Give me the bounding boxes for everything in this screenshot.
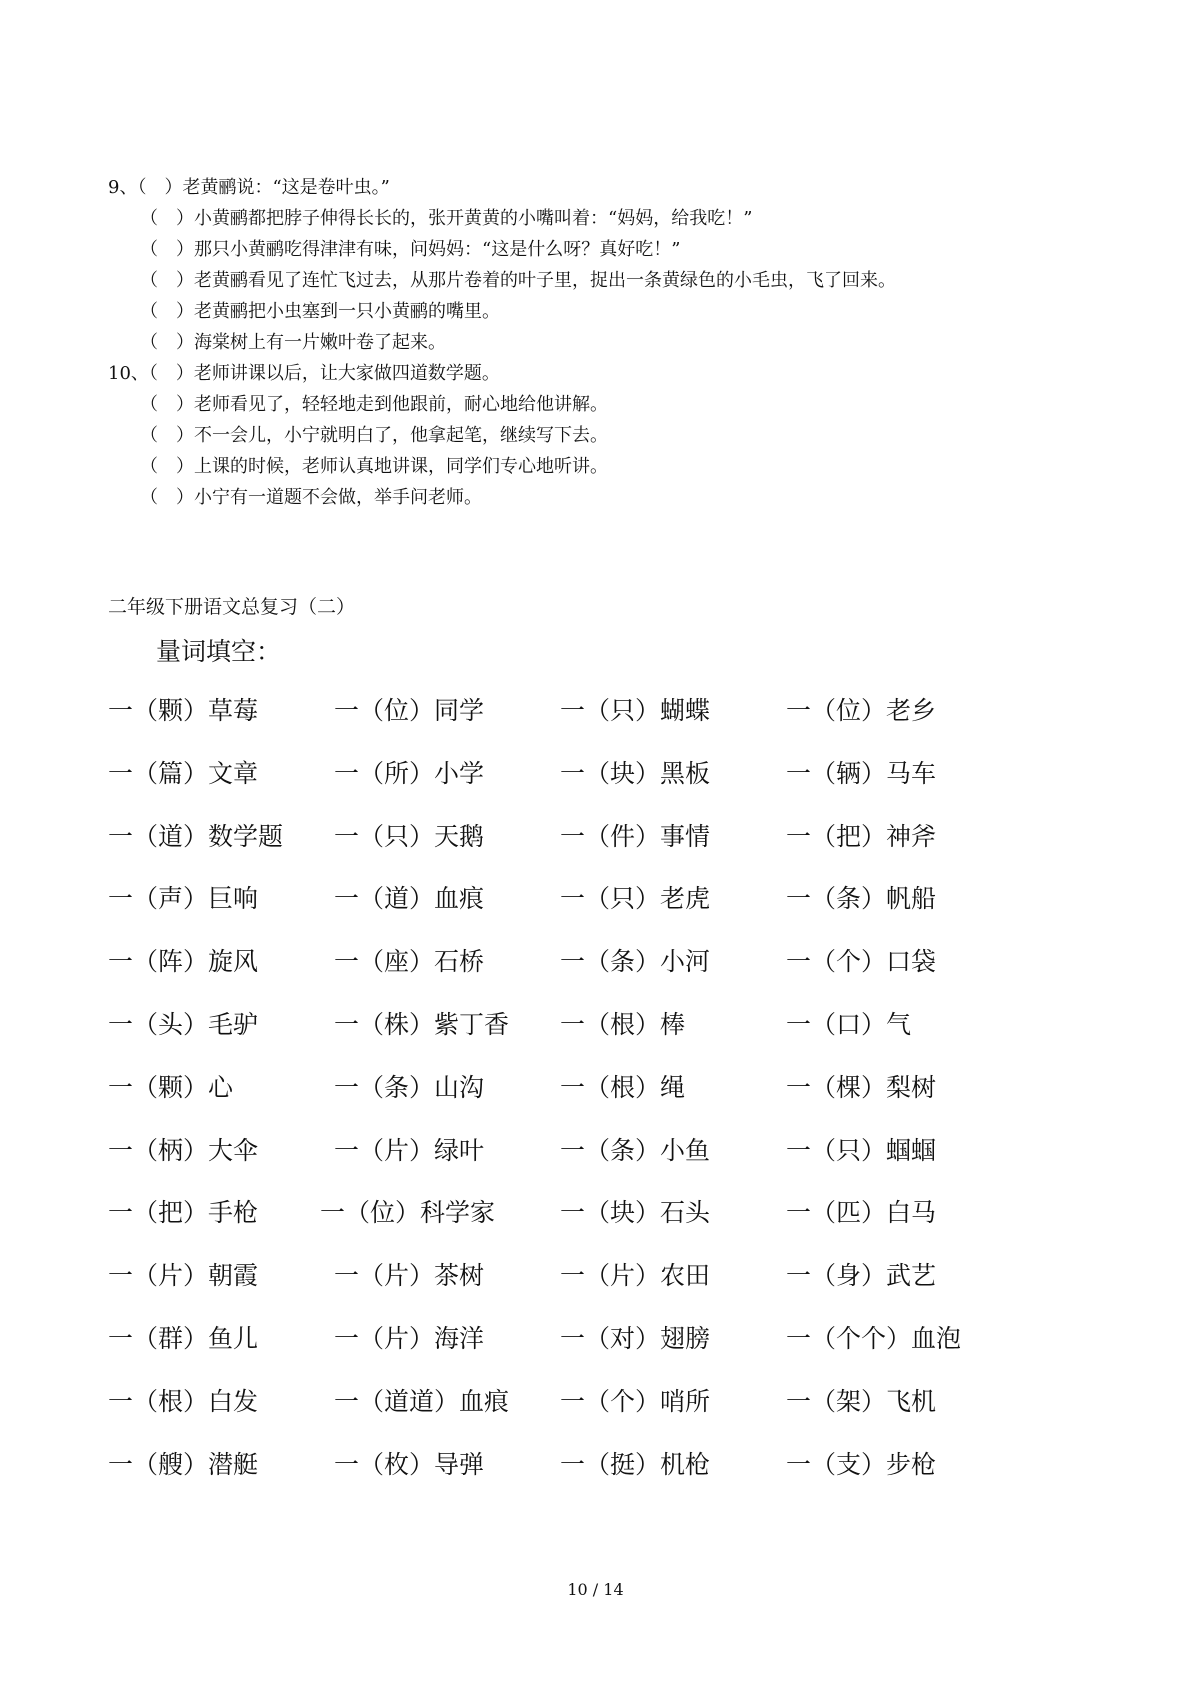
grid-cell: 一（片）农田 [560, 1261, 711, 1291]
grid-row [108, 1322, 1108, 1385]
grid-cell: 一（片）朝霞 [108, 1261, 259, 1291]
grid-cell: 一（座）石桥 [334, 947, 485, 977]
question-line: 10、（ ）老师讲课以后，让大家做四道数学题。 [108, 363, 500, 384]
grid-row [108, 1385, 1108, 1448]
question-line: （ ）小黄鹂都把脖子伸得长长的，张开黄黄的小嘴叫着：“妈妈，给我吃！” [140, 208, 753, 229]
grid-cell: 一（头）毛驴 [108, 1009, 259, 1039]
ordering-questions [108, 172, 1108, 513]
question-line: （ ）老黄鹂把小虫塞到一只小黄鹂的嘴里。 [140, 301, 500, 322]
grid-cell: 一（件）事情 [560, 821, 711, 851]
grid-cell: 一（位）科学家 [320, 1198, 496, 1228]
page-number: 10 / 14 [567, 1580, 624, 1599]
grid-cell: 一（株）紫丁香 [334, 1009, 510, 1039]
grid-row [108, 1134, 1108, 1197]
grid-cell: 一（条）小鱼 [560, 1135, 711, 1165]
grid-row [108, 1448, 1108, 1511]
grid-cell: 一（把）手枪 [108, 1198, 259, 1228]
grid-cell: 一（枚）导弹 [334, 1449, 485, 1479]
exercise-heading: 量词填空： [156, 637, 282, 666]
grid-cell: 一（阵）旋风 [108, 947, 259, 977]
grid-row [108, 882, 1108, 945]
grid-row [108, 820, 1108, 883]
grid-cell: 一（匹）白马 [786, 1198, 937, 1228]
grid-cell: 一（只）老虎 [560, 884, 711, 914]
grid-cell: 一（所）小学 [334, 758, 485, 788]
grid-cell: 一（片）茶树 [334, 1261, 485, 1291]
question-line: （ ）上课的时候，老师认真地讲课，同学们专心地听讲。 [140, 456, 608, 477]
grid-cell: 一（棵）梨树 [786, 1072, 937, 1102]
question-line: （ ）小宁有一道题不会做，举手问老师。 [140, 487, 482, 508]
question-line: （ ）老黄鹂看见了连忙飞过去，从那片卷着的叶子里，捉出一条黄绿色的小毛虫，飞了回来。 [140, 270, 896, 291]
grid-cell: 一（支）步枪 [786, 1449, 937, 1479]
grid-cell: 一（片）海洋 [334, 1323, 485, 1353]
question-line: （ ）那只小黄鹂吃得津津有味，问妈妈：“这是什么呀？真好吃！” [140, 239, 681, 260]
grid-cell: 一（只）天鹅 [334, 821, 485, 851]
grid-cell: 一（根）绳 [560, 1072, 686, 1102]
grid-cell: 一（个）哨所 [560, 1386, 711, 1416]
grid-cell: 一（个）口袋 [786, 947, 937, 977]
grid-cell: 一（挺）机枪 [560, 1449, 711, 1479]
grid-cell: 一（道道）血痕 [334, 1386, 510, 1416]
grid-row [108, 1071, 1108, 1134]
grid-row [108, 1008, 1108, 1071]
grid-cell: 一（艘）潜艇 [108, 1449, 259, 1479]
grid-cell: 一（条）小河 [560, 947, 711, 977]
grid-cell: 一（块）黑板 [560, 758, 711, 788]
grid-cell: 一（只）蝴蝶 [560, 696, 711, 725]
grid-cell: 一（颗）心 [108, 1072, 234, 1102]
grid-cell: 一（身）武艺 [786, 1261, 937, 1291]
grid-cell: 一（个个）血泡 [786, 1323, 962, 1353]
question-line: 9、（ ）老黄鹂说：“这是卷叶虫。” [108, 177, 390, 198]
grid-cell: 一（道）血痕 [334, 884, 485, 914]
grid-cell: 一（颗）草莓 [108, 696, 259, 725]
grid-cell: 一（把）神斧 [786, 821, 937, 851]
grid-cell: 一（条）山沟 [334, 1072, 485, 1102]
grid-cell: 一（块）石头 [560, 1198, 711, 1228]
question-line: （ ）海棠树上有一片嫩叶卷了起来。 [140, 332, 446, 353]
grid-row [108, 757, 1108, 820]
grid-cell: 一（根）棒 [560, 1009, 686, 1039]
grid-cell: 一（位）老乡 [786, 696, 937, 725]
measure-word-grid [108, 694, 1108, 1510]
section-title: 二年级下册语文总复习（二） [108, 596, 356, 618]
grid-cell: 一（口）气 [786, 1009, 912, 1039]
grid-row [108, 1196, 1108, 1259]
grid-cell: 一（柄）大伞 [108, 1135, 259, 1165]
grid-cell: 一（群）鱼儿 [108, 1323, 259, 1353]
question-line: （ ）老师看见了，轻轻地走到他跟前，耐心地给他讲解。 [140, 394, 608, 415]
grid-cell: 一（片）绿叶 [334, 1135, 485, 1165]
grid-cell: 一（道）数学题 [108, 821, 284, 851]
grid-cell: 一（辆）马车 [786, 758, 937, 788]
grid-row [108, 945, 1108, 1008]
grid-cell: 一（篇）文章 [108, 758, 259, 788]
grid-row [108, 1259, 1108, 1322]
grid-cell: 一（根）白发 [108, 1386, 259, 1416]
question-line: （ ）不一会儿，小宁就明白了，他拿起笔，继续写下去。 [140, 425, 608, 446]
grid-cell: 一（对）翅膀 [560, 1323, 711, 1353]
grid-cell: 一（架）飞机 [786, 1386, 937, 1416]
grid-cell: 一（只）蝈蝈 [786, 1135, 937, 1165]
grid-cell: 一（条）帆船 [786, 884, 937, 914]
grid-cell: 一（声）巨响 [108, 884, 259, 914]
grid-cell: 一（位）同学 [334, 696, 485, 725]
grid-row [108, 694, 1108, 757]
